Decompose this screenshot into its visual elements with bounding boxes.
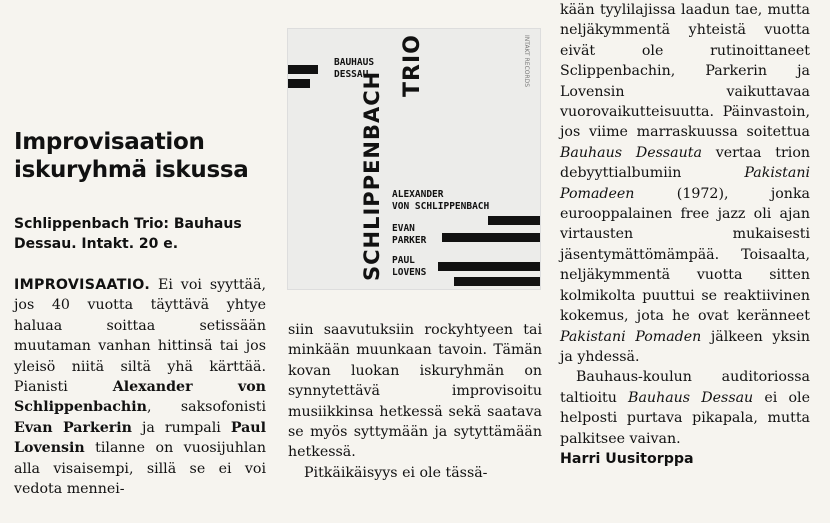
- headline: [14, 128, 264, 184]
- name-parker: Evan Parkerin: [14, 419, 132, 436]
- name-lovens: Paul Lovensin: [14, 419, 266, 457]
- cover-trio: TRIO: [400, 34, 425, 97]
- cover-member-1b: VON SCHLIPPENBACH: [392, 201, 490, 212]
- cover-bar: [488, 216, 540, 225]
- album-title-italic: Bauhaus Dessau: [628, 389, 754, 406]
- cover-member-2a: EVAN: [392, 223, 415, 234]
- col2-paragraph-2: Pitkäikäisyys ei ole tässä-: [304, 464, 488, 481]
- cover-bar: [288, 65, 318, 74]
- cover-member-1a: ALEXANDER: [392, 189, 444, 200]
- author-name: Harri Uusitorppa: [560, 450, 694, 467]
- cover-title-1: BAUHAUS: [334, 57, 375, 68]
- cover-member-3a: PAUL: [392, 255, 415, 266]
- cover-member-3b: LOVENS: [392, 267, 427, 278]
- cover-band-name: SCHLIPPENBACH: [360, 70, 384, 281]
- column-1: IMPROVISAATIO. Ei voi syyttää, jos 40 vuotta täyttävä yhtye haluaa soittaa setissään muutaman vanhan hittinsä tai jos yleisö niitä siltä yhä kärttää. Pianisti Alexander von Schlippenbachin, saksofonisti Evan Parkerin ja rumpali Paul Lovensin tilanne on vuosijuhlan alla visaisempi, sillä se ei voi vedota mennei-: [14, 277, 266, 498]
- cover-label: INTAKT RECORDS: [523, 35, 530, 88]
- cover-title-2: DESSAU: [334, 69, 369, 80]
- album-title-italic: Bauhaus Dessauta: [560, 144, 702, 161]
- column-3: kään tyylilajissa laadun tae, mutta neljäkymmentä yhteistä vuotta eivät ole rutinoittaneet Sclippenbachin, Parkerin ja Lovensin vaikuttavaa vuorovaikutteisuutta. Päinvastoin, jos viime marraskuussa soitettua Bauhaus Dessauta vertaa trion debyyttialbumiin Pakistani Pomadeen (1972), jonka eurooppalainen free jazz oli ajan virtausten mukaisesti jäsentymättömämpää. Toisaalta, neljäkymmentä vuotta sitten kolmikolta puuttui se reaktiivinen kokemus, jota he ovat keränneet Pakistani Pomaden jälkeen yksin ja yhdessä. Bauhaus-koulun auditoriossa taltioitu Bauhaus Dessau ei ole helposti purtava pikapala, mutta palkitsee vaivan. Harri Uusitorppa: [560, 0, 810, 469]
- cover-bar: [454, 277, 540, 286]
- col2-paragraph-1: siin saavutuksiin rockyhtyeen tai minkään muunkaan tavoin. Tämän kovan luokan iskuryhmän on synnytettävä improvisoitu musiikkinsa hetkessä sekä saatava se myös syttymään ja sytyttämään hetkessä.: [288, 322, 542, 461]
- album-title-italic: Pakistani Pomadeen: [560, 165, 810, 202]
- album-title-italic: Pakistani Pomaden: [560, 328, 702, 345]
- headline-line-2: iskuryhmä iskussa: [14, 157, 249, 183]
- headline-line-1: Improvisaation: [14, 129, 205, 155]
- name-schlippenbach: Alexander von Schlippenbachin: [14, 379, 266, 416]
- cover-bar: [438, 262, 540, 271]
- column-2: [288, 320, 542, 483]
- album-byline: Schlippenbach Trio: Bauhaus Dessau. Intakt. 20 e.: [14, 216, 242, 252]
- album-cover: [287, 28, 541, 290]
- lead-word: IMPROVISAATIO.: [14, 277, 151, 293]
- cover-member-2b: PARKER: [392, 235, 427, 246]
- cover-bar: [442, 233, 540, 242]
- cover-bar: [288, 79, 310, 88]
